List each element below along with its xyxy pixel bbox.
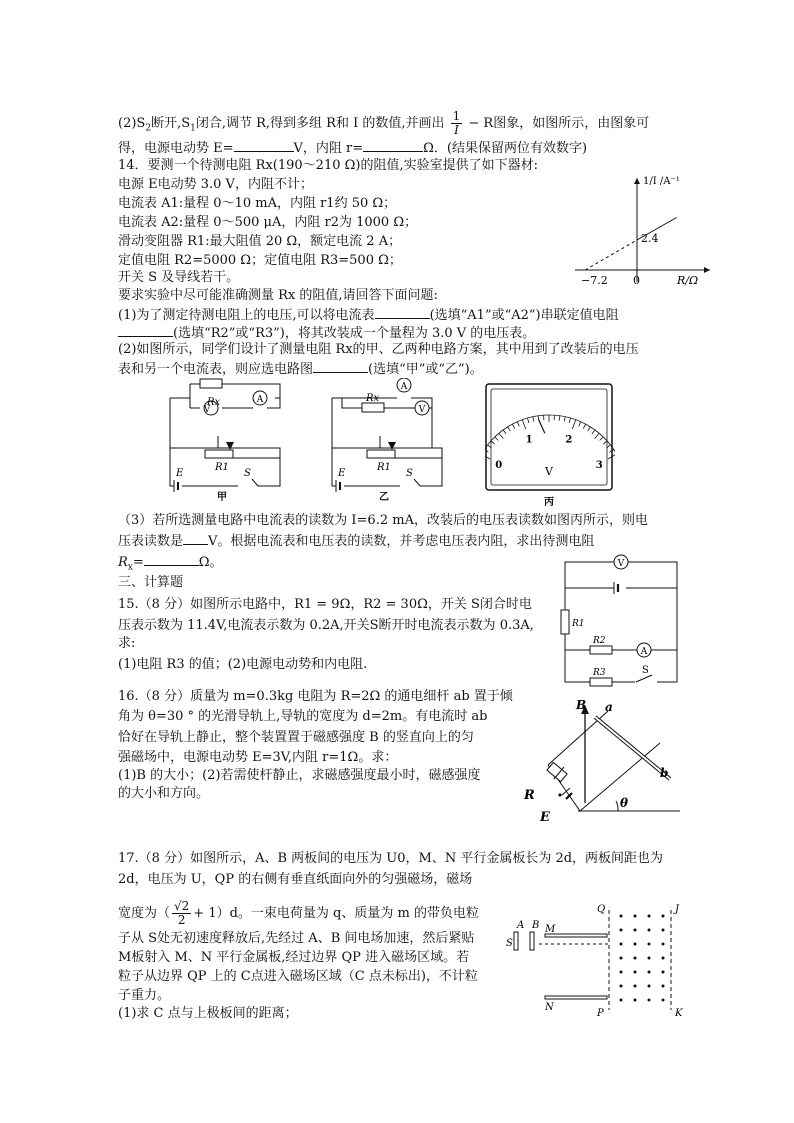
- y-axis-label: 1/I /A⁻¹: [643, 176, 680, 187]
- q15-line4: (1)电阻 R3 的值；(2)电源电动势和内电阻.: [118, 657, 368, 672]
- q-label: Q: [597, 904, 606, 915]
- answer-blank-ammeter[interactable]: [375, 306, 430, 319]
- slider-arrow-icon: [388, 442, 396, 450]
- q16-line5: (1)B 的大小；(2)若需使杆静止，求磁感强度最小时，磁感强度: [118, 768, 481, 783]
- m-label: M: [545, 924, 556, 935]
- r3-label: R3: [593, 668, 606, 678]
- tick-label-0: 0: [495, 460, 503, 471]
- slider-arrow-icon: [226, 442, 234, 450]
- q17-line8: (1)求 C 点与上极板间的距离；: [118, 1006, 298, 1021]
- rx-label: Rx: [207, 397, 221, 408]
- q17-line4: 子从 S处无初速度释放后,先经过 A、B 间电场加速，然后紧贴: [118, 931, 475, 946]
- e-label: E: [176, 468, 184, 479]
- field-dot: [620, 971, 623, 974]
- field-dot: [648, 943, 651, 946]
- magnetic-field-dots: [620, 915, 665, 1002]
- s-label: S: [244, 468, 251, 479]
- answer-blank-resistor[interactable]: [118, 324, 173, 337]
- field-dot: [620, 985, 623, 988]
- tick-label-2: 2: [565, 434, 573, 446]
- s-label: S: [506, 938, 513, 949]
- q16-line6: 的大小和方向。: [118, 786, 210, 801]
- q14-part3-c: $R_x= \Omega$。: [118, 555, 223, 573]
- r2-label: R2: [593, 636, 606, 646]
- field-dot: [634, 971, 637, 974]
- circuit-jia: [160, 378, 295, 503]
- field-dot: [648, 957, 651, 960]
- field-dot: [648, 999, 651, 1002]
- answer-blank-circuit[interactable]: [313, 360, 368, 373]
- answer-blank-e[interactable]: [234, 139, 294, 152]
- q17-line5: M板射入 M、N 平行金属板,经过边界 QP 进入磁场区域。若: [118, 950, 470, 965]
- q14-item-6: 开关 S 及导线若干。: [118, 270, 240, 285]
- v-label: V: [418, 405, 426, 415]
- a-label: A: [640, 647, 648, 657]
- q14-title: 14．要测一个待测电阻 Rx(190～210 Ω)的阻值,实验室提供了如下器材:: [118, 158, 538, 173]
- r1-resistor: [561, 610, 569, 634]
- battery-icon: [562, 788, 570, 795]
- field-dot: [634, 985, 637, 988]
- x-axis-label: R/Ω: [677, 274, 699, 287]
- q14-item-1: 电源 E电动势 3.0 V，内阻不计；: [118, 177, 313, 192]
- q15-line2: 压表示数为 11.4V,电流表示数为 0.2A,开关S断开时电流表示数为 0.3A,: [118, 618, 534, 633]
- field-dot: [620, 915, 623, 918]
- x-intercept-label: −7.2: [581, 274, 608, 287]
- q16-line3: 恰好在导轨上静止，整个装置置于磁感强度 B 的竖直向上的匀: [118, 730, 474, 745]
- a-label: A: [256, 395, 264, 405]
- e-label: E: [540, 810, 550, 825]
- field-dot: [634, 915, 637, 918]
- bing-caption: 丙: [544, 497, 554, 507]
- r-label: R: [524, 788, 535, 803]
- extrapolated-line: [585, 240, 637, 270]
- field-dot: [648, 915, 651, 918]
- graph-inverse-current-vs-r: [565, 170, 715, 290]
- q17-line3: 宽度为（ $\frac{√2}{2}$ + 1）d。一束电荷量为 q、质量为 m 的带负电粒: [118, 899, 479, 927]
- theta-label: θ: [620, 796, 629, 810]
- field-dot: [620, 999, 623, 1002]
- plate-b: [530, 932, 534, 950]
- origin-label: 0: [633, 274, 640, 287]
- field-dot: [662, 957, 665, 960]
- field-dot: [620, 957, 623, 960]
- q15-line3: 求:: [118, 636, 136, 651]
- fig15-circuit: [560, 550, 685, 690]
- field-dot: [634, 943, 637, 946]
- s-label: S: [406, 468, 413, 479]
- j-label: J: [675, 904, 680, 915]
- field-dot: [662, 915, 665, 918]
- q14-part2-a: (2)如图所示，同学们设计了测量电阻 Rx的甲、乙两种电路方案，其中用到了改装后的电压: [118, 342, 639, 357]
- field-dot: [620, 929, 623, 932]
- q17-line2: 2d，电压为 U，QP 的右侧有垂直纸面向外的匀强磁场，磁场: [118, 872, 473, 887]
- q13-line2: 得，电源电动势 E= V，内阻 r= Ω．(结果保留两位有效数字): [118, 141, 588, 156]
- voltmeter-dial-bing: [485, 383, 615, 507]
- q17-line7: 子重力。: [118, 988, 171, 1003]
- fig16-incline: [520, 695, 685, 825]
- y-intercept-label: 2.4: [641, 232, 659, 245]
- y-axis-arrow-icon: [634, 178, 640, 184]
- e-label: E: [338, 468, 346, 479]
- answer-blank-r[interactable]: [363, 139, 423, 152]
- field-dot: [662, 971, 665, 974]
- r3-resistor: [590, 678, 612, 686]
- v-label: V: [203, 405, 211, 415]
- resistor-r: [547, 762, 567, 781]
- a-label: A: [517, 920, 525, 931]
- r1-label: R1: [377, 462, 391, 473]
- q14-part2-b: 表和另一个电流表，则应选电路图 (选填“甲”或“乙”)。: [118, 362, 483, 377]
- p-label: P: [597, 1008, 604, 1019]
- field-dot: [634, 957, 637, 960]
- q14-item-4: 滑动变阻器 R1:最大阻值 20 Ω，额定电流 2 A；: [118, 234, 402, 249]
- meter-unit: V: [545, 465, 553, 478]
- yi-caption: 乙: [379, 492, 389, 503]
- b-label: B: [576, 698, 587, 712]
- r2-resistor: [590, 646, 612, 654]
- r1-label: R1: [215, 462, 229, 473]
- plate-a: [514, 932, 518, 950]
- q16-line4: 强磁场中，电源电动势 E=3V,内阻 r=1Ω。求：: [118, 750, 398, 765]
- q16-line1: 16.（8 分）质量为 m=0.3kg 电阻为 R=2Ω 的通电细杆 ab 置于倾: [118, 689, 513, 704]
- q14-item-5: 定值电阻 R2=5000 Ω；定值电阻 R3=500 Ω；: [118, 253, 402, 268]
- fig17-field: [505, 898, 685, 1023]
- a-label: A: [400, 382, 408, 392]
- fraction-root2-over-2: $\frac{√2}{2}$: [174, 899, 190, 927]
- tick-label-1: 1: [525, 434, 533, 446]
- field-dot: [648, 929, 651, 932]
- field-dot: [662, 929, 665, 932]
- answer-blank-rx[interactable]: [144, 553, 199, 566]
- field-dot: [648, 985, 651, 988]
- section-title-calc: 三、计算题: [118, 575, 184, 590]
- q14-part3-b: 压表读数是 V。根据电流表和电压表的读数，并考虑电压表内阻，求出待测电阻: [118, 534, 595, 549]
- q15-line1: 15.（8 分）如图所示电路中，R1 = 9Ω，R2 = 30Ω，开关 S闭合时电: [118, 597, 532, 612]
- fraction-1-over-I: $\frac{1}{I}$: [452, 109, 461, 137]
- v-label: V: [617, 559, 625, 569]
- n-label: N: [545, 1002, 554, 1013]
- field-dot: [662, 943, 665, 946]
- b-end-label: b: [660, 766, 669, 780]
- b-label: B: [532, 920, 540, 931]
- q17-line1: 17.（8 分）如图所示，A、B 两板间的电压为 U0，M、N 平行金属板长为 2d，两板间距也为: [118, 851, 664, 866]
- field-dot: [634, 929, 637, 932]
- q13-line1: $(2)S_2$断开$,S_1$闭合,调节 R,得到多组 R和 I 的数值,并画出 $\frac{1}{I}$ − R图象，如图所示，由图象可: [118, 109, 650, 137]
- q14-requirement: 要求实验中尽可能准确测量 Rx 的阻值,请回答下面问题:: [118, 288, 438, 303]
- field-dot: [648, 971, 651, 974]
- field-dot: [662, 985, 665, 988]
- field-dot: [620, 943, 623, 946]
- field-dot: [662, 999, 665, 1002]
- answer-blank-voltage[interactable]: [183, 532, 208, 545]
- field-dot: [634, 999, 637, 1002]
- q16-line2: 角为 θ=30 ° 的光滑导轨上,导轨的宽度为 d=2m。有电流时 ab: [118, 709, 488, 724]
- tick-label-3: 3: [595, 460, 603, 471]
- q14-part1-b: (选填“R2”或“R3”)，将其改装成一个量程为 3.0 V 的电压表。: [118, 324, 535, 342]
- a-label: a: [605, 700, 613, 714]
- x-axis-arrow-icon: [704, 267, 710, 273]
- circuit-yi: [322, 378, 457, 503]
- q14-item-3: 电流表 A2:量程 0～500 μA，内阻 r2为 1000 Ω；: [118, 215, 418, 230]
- s-label: S: [642, 665, 649, 676]
- q14-item-2: 电流表 A1:量程 0～10 mA，内阻 r1约 50 Ω；: [118, 196, 397, 211]
- plate-n: [545, 996, 607, 999]
- q14-part1-a: (1)为了测定待测电阻上的电压,可以将电流表 (选填“A1”或“A2”)串联定值电阻: [118, 308, 619, 323]
- rx-label: Rx: [366, 393, 380, 404]
- k-label: K: [675, 1008, 683, 1019]
- r1-label: R1: [572, 619, 585, 629]
- q14-part3-a: （3）若所选测量电路中电流表的读数为 I=6.2 mA，改装后的电压表读数如图丙所示，则电: [118, 513, 648, 528]
- jia-caption: 甲: [217, 492, 227, 503]
- q17-line6: 粒子从边界 QP 上的 C点进入磁场区域（C 点未标出)，不计粒: [118, 969, 478, 984]
